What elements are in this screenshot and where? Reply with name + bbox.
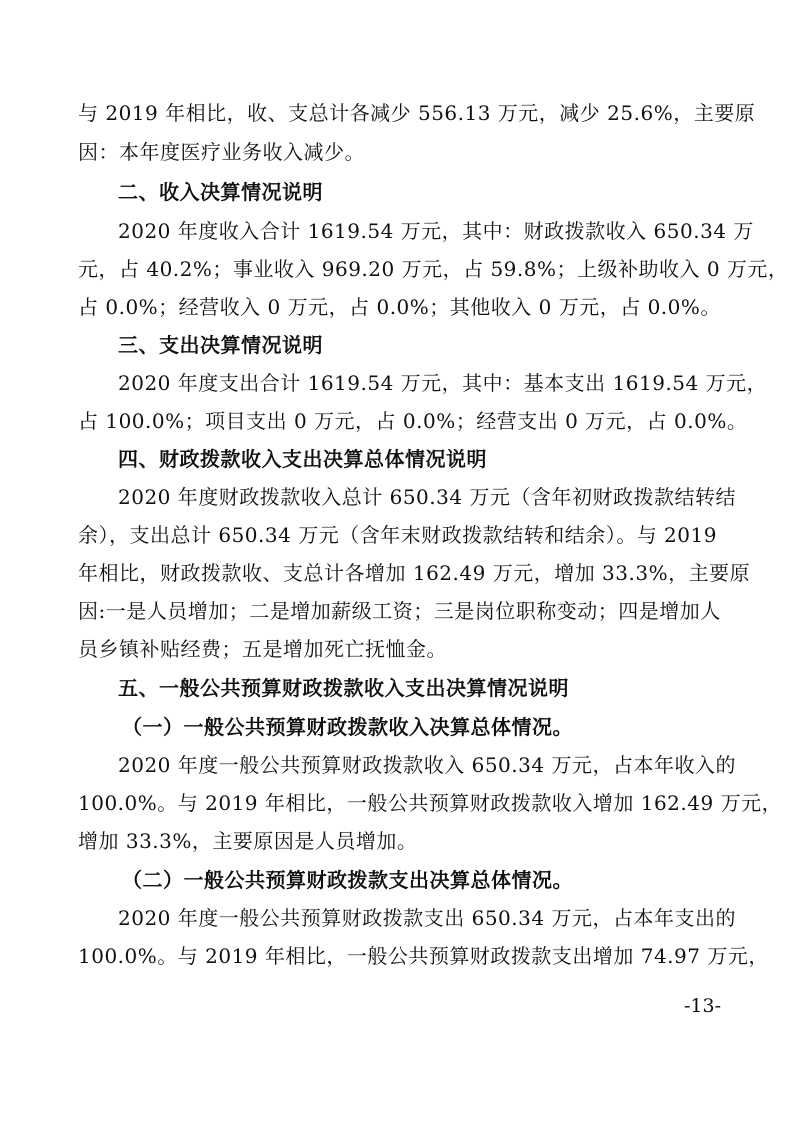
paragraph-line: 占 0.0%；经营收入 0 万元，占 0.0%；其他收入 0 万元，占 0.0%。	[78, 295, 721, 319]
paragraph-line: 2020 年度支出合计 1619.54 万元，其中：基本支出 1619.54 万元，	[118, 371, 768, 395]
paragraph-line: 与 2019 年相比，收、支总计各减少 556.13 万元，减少 25.6%，主要原	[78, 101, 756, 125]
paragraph-line: 因:一是人员增加；二是增加薪级工资；三是岗位职称变动；四是增加人	[78, 599, 721, 623]
paragraph-line: 2020 年度财政拨款收入总计 650.34 万元（含年初财政拨款结转结	[118, 485, 736, 509]
subsection-heading-income: （一）一般公共预算财政拨款收入决算总体情况。	[122, 715, 573, 739]
paragraph-line: 100.0%。与 2019 年相比，一般公共预算财政拨款收入增加 162.49 万元，	[78, 791, 783, 815]
paragraph-line: 2020 年度一般公共预算财政拨款收入 650.34 万元，占本年收入的	[118, 753, 736, 777]
section-heading-general-budget: 五、一般公共预算财政拨款收入支出决算情况说明	[118, 676, 569, 700]
paragraph-line: 余），支出总计 650.34 万元（含年末财政拨款结转和结余）。与 2019	[78, 523, 717, 547]
section-heading-income: 二、收入决算情况说明	[118, 180, 323, 204]
section-heading-expenditure: 三、支出决算情况说明	[118, 333, 323, 357]
paragraph-line: 因：本年度医疗业务收入减少。	[78, 140, 365, 164]
paragraph-line: 元，占 40.2%；事业收入 969.20 万元，占 59.8%；上级补助收入 0 万元，	[78, 257, 789, 281]
page-number: -13-	[683, 995, 721, 1017]
paragraph-line: 员乡镇补贴经费；五是增加死亡抚恤金。	[78, 637, 447, 661]
paragraph-line: 100.0%。与 2019 年相比，一般公共预算财政拨款支出增加 74.97 万元，	[78, 944, 769, 968]
paragraph-line: 2020 年度收入合计 1619.54 万元，其中：财政拨款收入 650.34 万	[118, 219, 754, 243]
paragraph-line: 年相比，财政拨款收、支总计各增加 162.49 万元，增加 33.3%，主要原	[78, 561, 751, 585]
subsection-heading-expenditure: （二）一般公共预算财政拨款支出决算总体情况。	[122, 868, 573, 892]
section-heading-fiscal-allocation: 四、财政拨款收入支出决算总体情况说明	[118, 447, 487, 471]
paragraph-line: 增加 33.3%，主要原因是人员增加。	[78, 829, 418, 853]
paragraph-line: 占 100.0%；项目支出 0 万元，占 0.0%；经营支出 0 万元，占 0.0%。	[78, 409, 748, 433]
paragraph-line: 2020 年度一般公共预算财政拨款支出 650.34 万元，占本年支出的	[118, 906, 736, 930]
